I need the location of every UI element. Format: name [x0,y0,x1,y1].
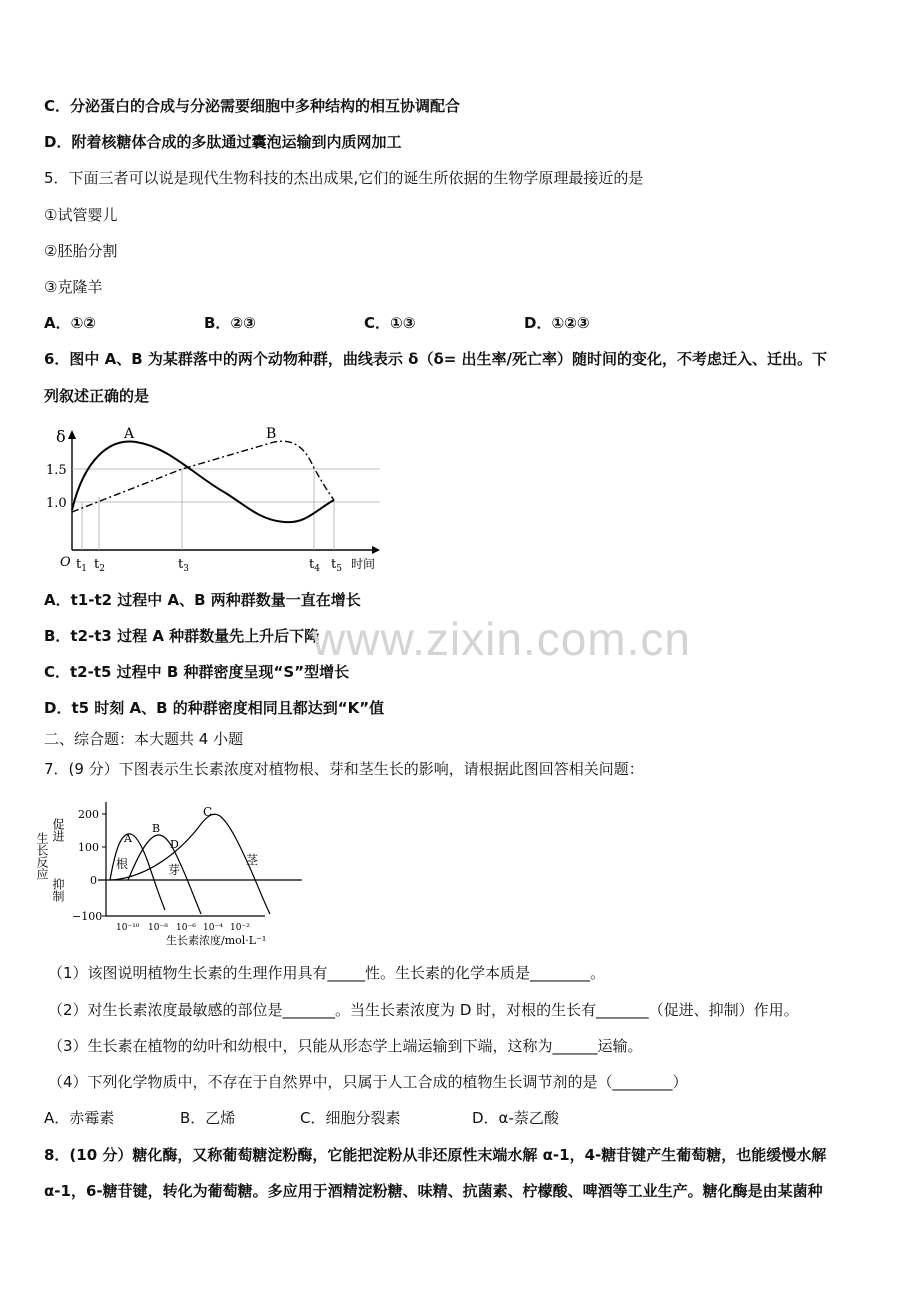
q7-option-b: B．乙烯 [180,1109,236,1127]
q7-tick-0: 0 [90,874,97,887]
q6-tick-1-0: 1.0 [46,496,67,511]
q7-xtick-4: 10⁻⁴ [203,923,223,933]
q6-origin: O [60,555,71,570]
q6-population-graph [44,420,394,580]
watermark: www.zixin.com.cn [312,613,691,665]
q7-curve-root [110,834,165,910]
q7-option-d: D．α-萘乙酸 [472,1109,559,1127]
q7-label-response: 生长反应 [35,832,49,880]
q7-point-b: B [152,822,161,835]
q5-item-2: ②胚胎分割 [44,242,118,260]
q7-x-label: 生长素浓度/mol·L⁻¹ [166,934,267,947]
q6-tick-t5: $t_5$ [331,557,342,574]
q6-curve-b [72,441,334,512]
q6-tick-t2: $t_2$ [94,557,105,574]
q7-auxin-graph [35,792,310,950]
q7-xtick-1: 10⁻¹⁰ [116,923,140,933]
q6-tick-1-5: 1.5 [46,463,67,478]
q6-tick-t3: $t_3$ [178,557,189,574]
q7-label-inhibit: 抑制 [51,878,65,902]
q6-option-b: B．t2-t3 过程 A 种群数量先上升后下降 [44,627,320,645]
q6-label-a: A [124,426,135,442]
q6-curve-a [72,442,334,523]
q6-x-label: 时间 [351,557,376,571]
q7-point-d: D [170,838,179,851]
q5-option-c: C．①③ [364,314,416,332]
q6-label-b: B [266,426,277,442]
q5-options [44,313,844,333]
q7-options [44,1108,644,1128]
q6-x-arrow [372,546,380,554]
q7-curve-bud [128,835,201,914]
section-2-heading: 二、综合题：本大题共 4 小题 [44,730,244,748]
q4-option-d: D．附着核糖体合成的多肽通过囊泡运输到内质网加工 [44,133,402,151]
q7-xtick-2: 10⁻⁸ [148,923,168,933]
q7-sub1: （1）该图说明植物生长素的生理作用具有_____性。生长素的化学本质是________。 [48,964,606,982]
q7-tick-100: 100 [78,841,99,854]
q5-stem: 5．下面三者可以说是现代生物科技的杰出成果,它们的诞生所依据的生物学原理最接近的是 [44,169,644,187]
q6-y-arrow [68,430,76,439]
q6-stem-line1: 6．图中 A、B 为某群落中的两个动物种群，曲线表示 δ（δ= 出生率/死亡率）随时间的变化，不考虑迁入、迁出。下 [44,350,828,368]
q4-option-c: C．分泌蛋白的合成与分泌需要细胞中多种结构的相互协调配合 [44,97,461,115]
q7-label-root: 根 [116,857,129,871]
q7-label-bud: 芽 [168,863,181,877]
q7-label-promote: 促进 [51,818,65,842]
q6-y-label: δ [56,427,66,446]
q5-option-b: B．②③ [204,314,256,332]
q5-item-1: ①试管婴儿 [44,206,118,224]
q7-label-stem: 茎 [246,853,259,867]
q6-tick-t4: $t_4$ [309,557,320,574]
q7-xtick-5: 10⁻² [230,923,250,933]
q5-option-a: A．①② [44,314,97,332]
q7-sub2: （2）对生长素浓度最敏感的部位是_______。当生长素浓度为 D 时，对根的生长有_______（促进、抑制）作用。 [48,1001,799,1019]
q5-option-d: D．①②③ [524,314,590,332]
q7-xtick-3: 10⁻⁶ [176,923,196,933]
q7-point-a: A [124,832,132,845]
q6-option-c: C．t2-t5 过程中 B 种群密度呈现“S”型增长 [44,663,350,681]
q7-tick-m100: −100 [72,910,103,923]
q7-stem: 7．(9 分）下图表示生长素浓度对植物根、芽和茎生长的影响，请根据此图回答相关问题： [44,760,644,778]
q6-tick-t1: $t_1$ [76,557,87,574]
q7-sub3: （3）生长素在植物的幼叶和幼根中，只能从形态学上端运输到下端，这称为______运输。 [48,1037,643,1055]
q7-option-c: C．细胞分裂素 [300,1109,401,1127]
q6-option-d: D．t5 时刻 A、B 的种群密度相同且都达到“K”值 [44,699,385,717]
q8-line1: 8．(10 分）糖化酶，又称葡萄糖淀粉酶，它能把淀粉从非还原性末端水解 α-1，4-糖苷键产生葡萄糖，也能缓慢水解 [44,1146,827,1164]
q6-stem-line2: 列叙述正确的是 [44,387,150,405]
q6-option-a: A．t1-t2 过程中 A、B 两种群数量一直在增长 [44,591,361,609]
q7-point-c: C [203,805,213,819]
q7-option-a: A．赤霉素 [44,1109,115,1127]
q7-tick-200: 200 [78,808,99,821]
q7-sub4: （4）下列化学物质中，不存在于自然界中，只属于人工合成的植物生长调节剂的是（________） [48,1073,688,1091]
q8-line2: α-1，6-糖苷键，转化为葡萄糖。多应用于酒精淀粉糖、味精、抗菌素、柠檬酸、啤酒等工业生产。糖化酶是由某菌种 [44,1182,823,1200]
q5-item-3: ③克隆羊 [44,278,103,296]
